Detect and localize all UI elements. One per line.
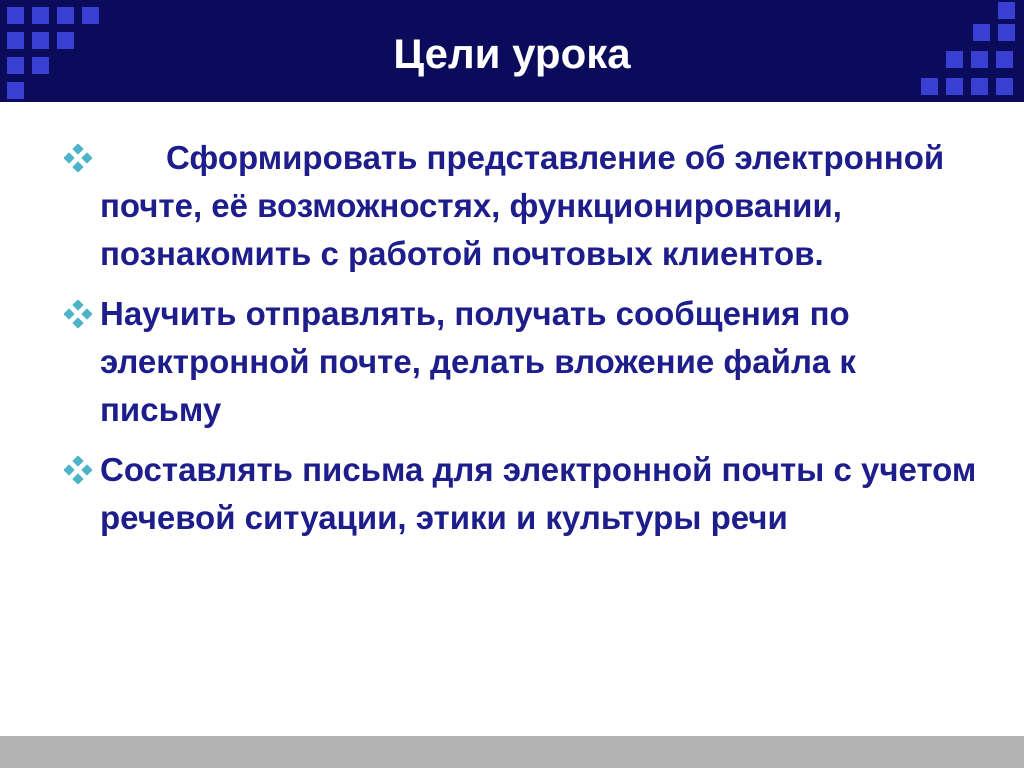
bullet-list (62, 134, 982, 554)
diamond-bullet-icon (64, 300, 92, 328)
title-bar (0, 0, 1024, 102)
diamond-bullet-icon (64, 144, 92, 172)
diamond-bullet-icon (64, 456, 92, 484)
footer-bar (0, 736, 1024, 768)
list-item (62, 290, 982, 434)
bullet-text: Научить отправлять, получать сообщения по электронной почте, делать вложение файла к письму (100, 295, 856, 428)
bullet-text: Сформировать представление об электронной почте, её возможностях, функционировании, познакомить с работой почтовых клиентов. (100, 139, 945, 272)
list-item (62, 134, 982, 278)
list-item (62, 446, 982, 542)
slide-title: Цели урока (393, 30, 631, 77)
bullet-text: Составлять письма для электронной почты с учетом речевой ситуации, этики и культуры речи (100, 451, 977, 536)
